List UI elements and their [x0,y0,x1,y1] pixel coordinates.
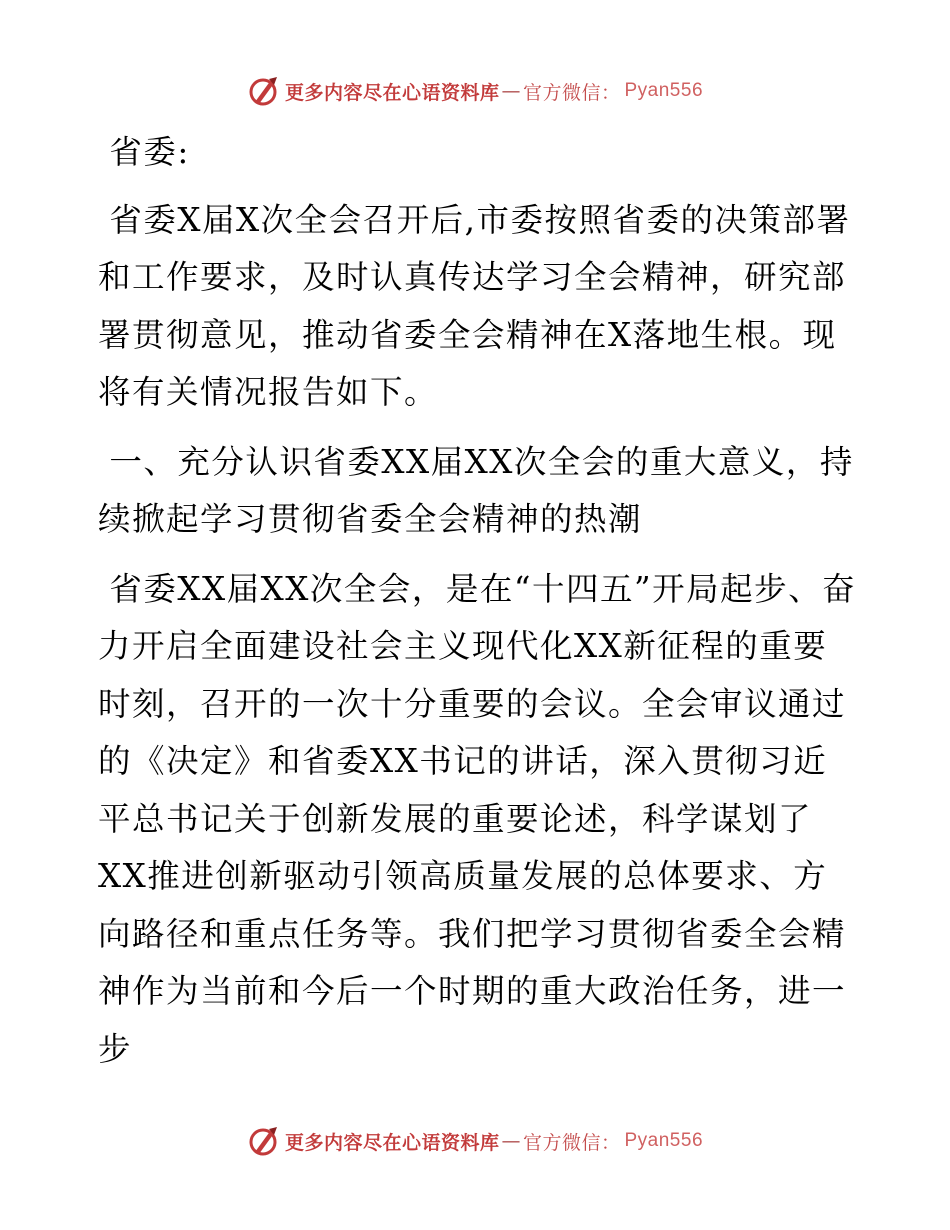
watermark-dash: — [501,80,521,102]
section-heading-1: 一、充分认识省委XX届XX次全会的重大意义，持续掀起学习贯彻省委全会精神的热潮 [98,442,854,538]
document-body [98,124,858,1078]
paragraph-intro: 省委X届X次全会召开后,市委按照省委的决策部署和工作要求，及时认真传达学习全会精神，研究部署贯彻意见，推动省委全会精神在X落地生根。现将有关情况报告如下。 [98,200,851,411]
watermark-site-text: 更多内容尽在心语资料库 [284,1131,500,1154]
salutation: 省委: [109,133,190,171]
paragraph-section-1: 省委XX届XX次全会，是在“十四五”开局起步、奋力开启全面建设社会主义现代化XX新征程的重要时刻，召开的一次十分重要的会议。全会审议通过的《决定》和省委XX书记的讲话，深入贯彻习近平总书记关于创新发展的重要论述，科学谋划了XX推进创新驱动引领高质量发展的总体要求、方向路径和重点任务等。我们把学习贯彻省委全会精神作为当前和今后一个时期的重大政治任务，进一步 [98,569,857,1068]
footer-watermark [0,1121,950,1161]
watermark-wechat-id: Pyan556 [624,1130,704,1151]
quill-pen-circle-icon [247,1124,281,1158]
watermark-wechat-label: 官方微信： [522,1131,621,1154]
header-watermark [0,71,950,111]
watermark-wechat-id: Pyan556 [624,80,704,101]
watermark-dash: — [501,1130,521,1152]
watermark-site-text: 更多内容尽在心语资料库 [284,81,500,104]
watermark-wechat-label: 官方微信： [522,81,621,104]
quill-pen-circle-icon [247,74,281,108]
